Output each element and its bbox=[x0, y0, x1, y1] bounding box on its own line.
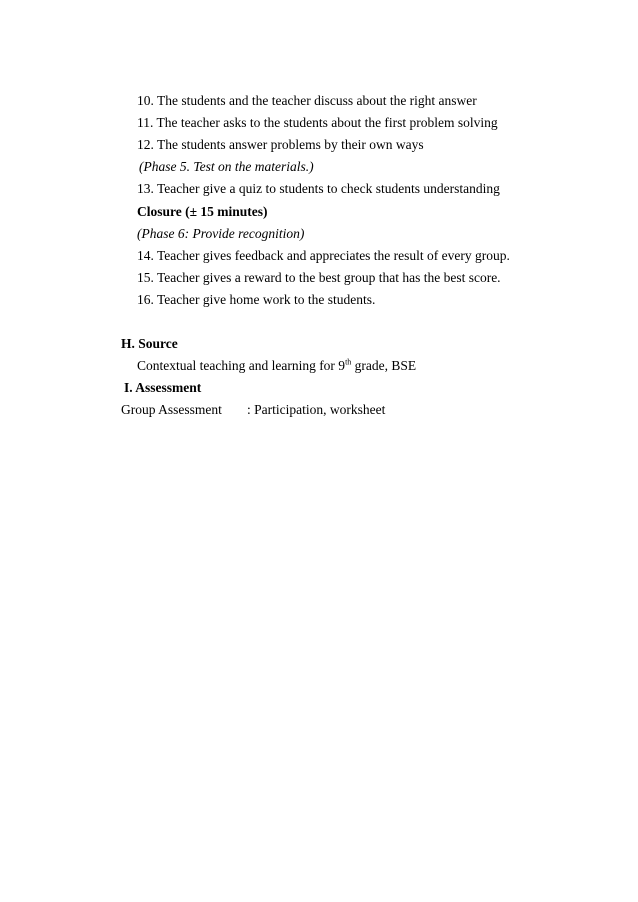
source-text-tail: grade, BSE bbox=[351, 358, 417, 373]
source-text-main: Contextual teaching and learning for 9 bbox=[137, 358, 346, 373]
source-heading: H. Source bbox=[121, 336, 178, 351]
step-12: 12. The students answer problems by their own ways bbox=[137, 137, 424, 152]
source-superscript: th bbox=[345, 357, 352, 367]
assessment-value: : Participation, worksheet bbox=[247, 402, 386, 417]
phase-6-label: (Phase 6: Provide recognition) bbox=[137, 226, 305, 241]
step-14: 14. Teacher gives feedback and appreciates the result of every group. bbox=[137, 248, 510, 263]
step-13: 13. Teacher give a quiz to students to check students understanding bbox=[137, 181, 500, 196]
step-11: 11. The teacher asks to the students about the first problem solving bbox=[137, 115, 498, 130]
assessment-label: Group Assessment bbox=[121, 402, 222, 417]
step-10: 10. The students and the teacher discuss about the right answer bbox=[137, 93, 477, 108]
step-15: 15. Teacher gives a reward to the best group that has the best score. bbox=[137, 270, 501, 285]
closure-heading: Closure (± 15 minutes) bbox=[137, 204, 268, 219]
source-text bbox=[137, 358, 416, 374]
step-16: 16. Teacher give home work to the students. bbox=[137, 292, 376, 307]
assessment-row bbox=[121, 402, 521, 418]
assessment-heading: I. Assessment bbox=[124, 380, 202, 395]
phase-5-label: (Phase 5. Test on the materials.) bbox=[139, 159, 314, 174]
